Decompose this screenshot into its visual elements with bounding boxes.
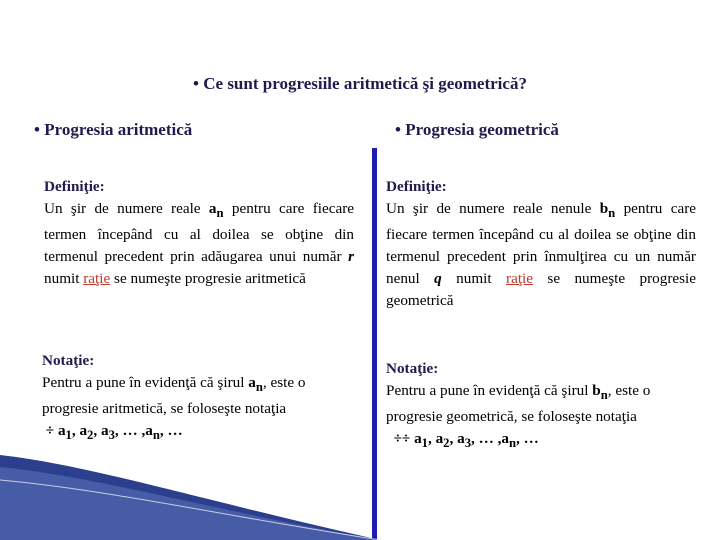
decorative-wave [0,455,380,540]
arithmetic-heading: • Progresia aritmetică [34,120,193,139]
geometric-heading: • Progresia geometrică [395,120,559,139]
arithmetic-definition [44,176,354,290]
notation-text: , este o progresie geometrică, se foloseşte notaţia [386,382,651,426]
term-symbol: $b_n$ [592,382,608,403]
definition-label: Definiţie: [44,178,105,195]
definition-text: pentru care fiecare termen începând cu al doilea se obţine din termenul precedent prin înmulţirea cu un număr nenul [386,200,696,288]
ratio-symbol: q [434,270,442,288]
ratio-word: raţie [506,270,533,288]
notation-formula: ÷÷ $a_1$, $a_2$, $a_3$, … $,a_n$, … [393,430,539,451]
definition-text: se numeşte progresie aritmetică [110,270,306,288]
term-symbol: $a_n$ [248,374,263,395]
notation-formula: ÷ $a_1$, $a_2$, $a_3$, … $,a_n$, … [45,422,183,443]
definition-text: se numeşte progresie geometrică [386,270,696,310]
term-symbol: $a_n$ [208,200,224,221]
definition-text: Un şir de numere reale [44,200,209,217]
arithmetic-notation [42,350,360,446]
progression-symbol: ÷÷ [393,430,411,448]
ratio-word: raţie [83,270,111,288]
definition-text: Un şir de numere reale nenule [386,200,600,217]
notation-text: Pentru a pune în evidenţă că şirul [42,374,249,391]
progression-symbol: ÷ [45,422,55,440]
ratio-symbol: r [348,248,354,266]
page-title: • Ce sunt progresiile aritmetică şi geometrică? [193,74,527,93]
notation-text: , este o progresie aritmetică, se foloseşte notaţia [42,374,306,418]
geometric-notation [386,358,698,454]
definition-label: Definiţie: [386,178,447,195]
definition-text: pentru care fiecare termen începând cu al doilea se obţine din termenul precedent prin adăugarea unui număr [44,200,354,266]
notation-text: Pentru a pune în evidenţă că şirul [386,382,593,399]
geometric-definition [386,176,696,312]
notation-label: Notaţie: [42,352,95,369]
notation-label: Notaţie: [386,360,439,377]
definition-text: numit [441,270,507,288]
term-symbol: $b_n$ [599,200,616,221]
definition-text: numit [44,270,84,288]
